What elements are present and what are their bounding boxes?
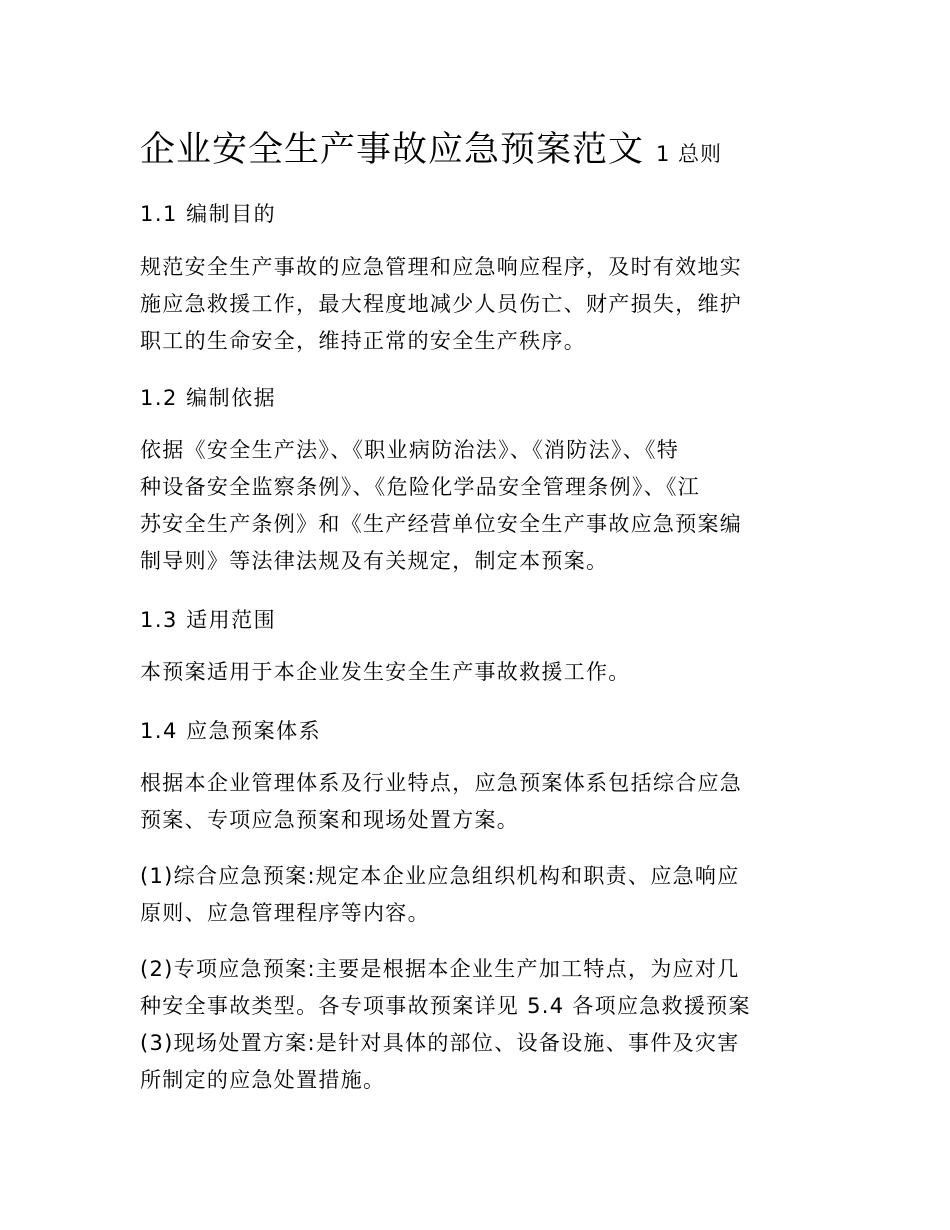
list-item-special-and-onsite-plans [140,951,810,1099]
section-body-1-3 [140,654,810,691]
text-line: (3)现场处置方案:是针对具体的部位、设备设施、事件及灾害 [140,1031,740,1055]
text-line: 种设备安全监察条例》、《危险化学品安全管理条例》、《江 [140,475,701,499]
text-line: 根据本企业管理体系及行业特点，应急预案体系包括综合应急 [140,771,743,795]
text-line: 原则、应急管理程序等内容。 [140,901,430,925]
text-line: (1)综合应急预案:规定本企业应急组织机构和职责、应急响应 [140,864,740,888]
text-line: 预案、专项应急预案和现场处置方案。 [140,808,520,832]
list-item-comprehensive-plan [140,858,810,932]
text-line: 苏安全生产条例》和《生产经营单位安全生产事故应急预案编 [140,512,743,536]
section-heading-1-2: 1.2 编制依据 [140,386,277,410]
section-heading-1-4: 1.4 应急预案体系 [140,719,322,743]
text-line: 种安全事故类型。各专项事故预案详见 5.4 各项应急救援预案 [140,994,751,1018]
text-line: 所制定的应急处置措施。 [140,1068,386,1092]
section-body-1-4 [140,765,810,839]
text-line: 职工的生命安全，维持正常的安全生产秩序。 [140,329,586,353]
text-line: 规范安全生产事故的应急管理和应急响应程序，及时有效地实 [140,255,743,279]
title-sub-chapter: 1 总则 [656,142,723,166]
text-line: 本预案适用于本企业发生安全生产事故救援工作。 [140,660,631,684]
text-line: 制导则》等法律法规及有关规定，制定本预案。 [140,549,609,573]
section-heading-1-1: 1.1 编制目的 [140,202,277,226]
section-body-1-1 [140,249,810,360]
title-main: 企业安全生产事故应急预案范文 [140,130,645,170]
section-heading-1-3: 1.3 适用范围 [140,608,277,632]
text-line: 施应急救援工作，最大程度地减少人员伤亡、财产损失，维护 [140,292,743,316]
document-title [140,122,810,172]
text-line: (2)专项应急预案:主要是根据本企业生产加工特点，为应对几 [140,957,740,981]
section-body-1-2 [140,432,810,580]
text-line: 依据《安全生产法》、《职业病防治法》、《消防法》、《特 [140,438,680,462]
